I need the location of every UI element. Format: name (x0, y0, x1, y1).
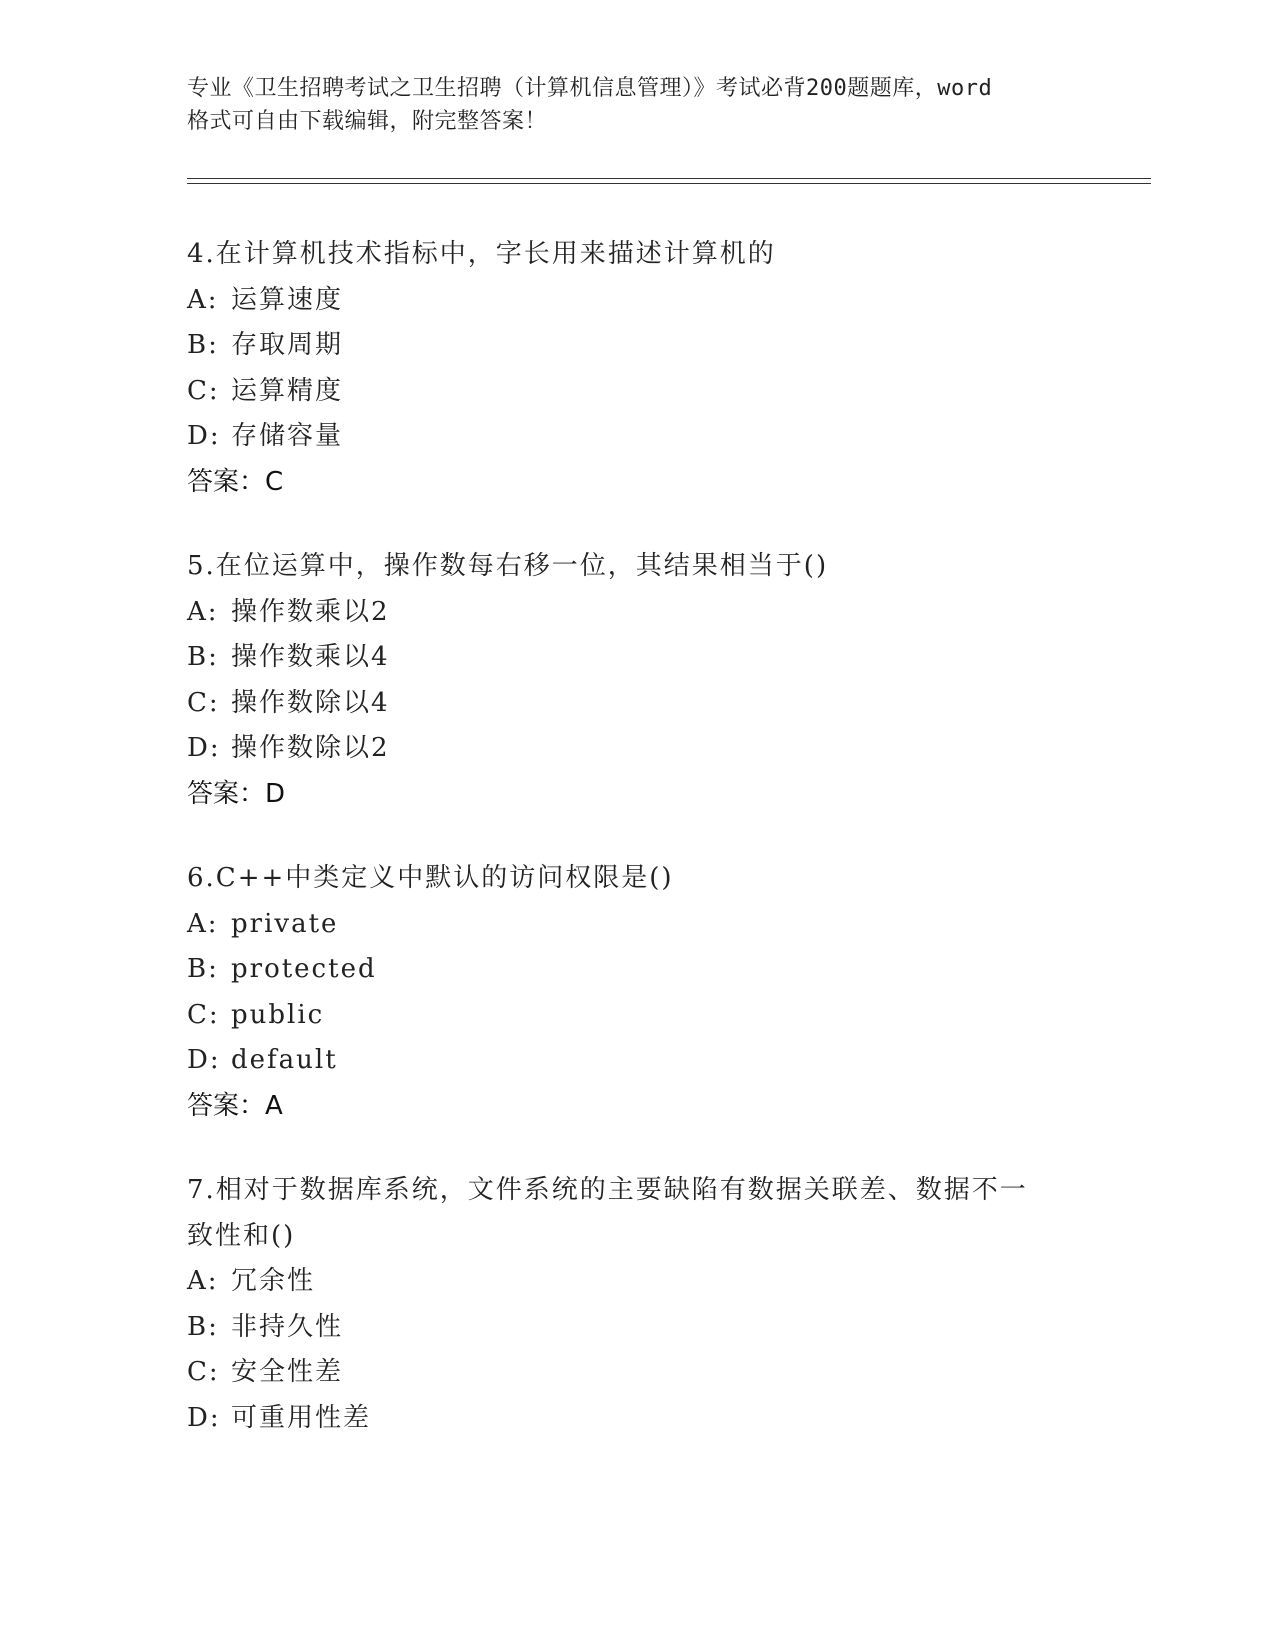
question-list (187, 232, 1087, 1480)
header-divider-bottom (187, 183, 1151, 184)
option-d (187, 414, 1087, 460)
header-line-1: 专业《卫生招聘考试之卫生招聘（计算机信息管理）》考试必背200题题库，word (187, 76, 993, 101)
question-text (187, 232, 1087, 278)
option-text: private (231, 908, 339, 939)
header-divider-top (187, 178, 1151, 179)
option-text: 运算速度 (231, 284, 344, 315)
question-text (187, 544, 1087, 590)
option-key: B: (187, 1311, 219, 1342)
option-key: D: (187, 1045, 221, 1075)
question-stem-line: 7.相对于数据库系统，文件系统的主要缺陷有数据关联差、数据不一 (187, 1175, 1028, 1205)
question-7 (187, 1168, 1087, 1441)
option-d (187, 726, 1087, 772)
option-a (187, 590, 1087, 636)
option-c (187, 993, 1087, 1039)
question-text (187, 856, 1087, 902)
question-4 (187, 232, 1087, 505)
option-key: D: (187, 421, 221, 451)
option-key: A: (187, 596, 219, 627)
option-text: 冗余性 (231, 1266, 316, 1296)
question-stem-line: 5.在位运算中，操作数每右移一位，其结果相当于() (187, 551, 829, 581)
option-b (187, 1305, 1087, 1351)
option-text: 非持久性 (231, 1311, 344, 1342)
option-text: 存储容量 (231, 421, 344, 451)
question-stem-line: 6.C++中类定义中默认的访问权限是() (187, 863, 674, 893)
option-c (187, 681, 1087, 727)
question-text (187, 1168, 1087, 1259)
option-key: B: (187, 954, 219, 984)
option-text: 运算精度 (231, 375, 344, 406)
option-a (187, 902, 1087, 948)
option-key: D: (187, 733, 221, 763)
option-d (187, 1396, 1087, 1442)
option-text: 存取周期 (231, 330, 344, 360)
option-a (187, 278, 1087, 324)
option-key: D: (187, 1402, 221, 1433)
option-text: default (231, 1045, 338, 1075)
question-stem-line: 致性和() (187, 1220, 296, 1251)
option-key: A: (187, 284, 219, 315)
question-stem-line: 4.在计算机技术指标中，字长用来描述计算机的 (187, 239, 776, 269)
option-a (187, 1259, 1087, 1305)
option-key: C: (187, 687, 220, 718)
option-key: C: (187, 1357, 220, 1387)
option-text: 操作数除以2 (231, 733, 390, 763)
answer-label: 答案：C (187, 466, 284, 497)
document-header (187, 72, 1087, 138)
answer-label: 答案：A (187, 1090, 283, 1121)
option-key: B: (187, 642, 219, 672)
question-5 (187, 544, 1087, 817)
option-key: C: (187, 375, 220, 406)
option-key: A: (187, 1266, 219, 1296)
option-c (187, 369, 1087, 415)
option-key: B: (187, 330, 219, 360)
option-text: 操作数除以4 (231, 687, 390, 718)
option-b (187, 635, 1087, 681)
option-text: 安全性差 (231, 1357, 344, 1387)
option-text: public (231, 999, 325, 1030)
option-key: C: (187, 999, 220, 1030)
option-text: protected (231, 954, 377, 984)
option-c (187, 1350, 1087, 1396)
option-text: 操作数乘以2 (231, 596, 390, 627)
answer-label: 答案：D (187, 778, 286, 809)
question-6 (187, 856, 1087, 1129)
option-b (187, 947, 1087, 993)
option-b (187, 323, 1087, 369)
header-line-2: 格式可自由下载编辑，附完整答案！ (187, 109, 548, 134)
option-d (187, 1038, 1087, 1084)
option-text: 操作数乘以4 (231, 642, 390, 672)
option-key: A: (187, 908, 219, 939)
option-text: 可重用性差 (231, 1402, 372, 1433)
